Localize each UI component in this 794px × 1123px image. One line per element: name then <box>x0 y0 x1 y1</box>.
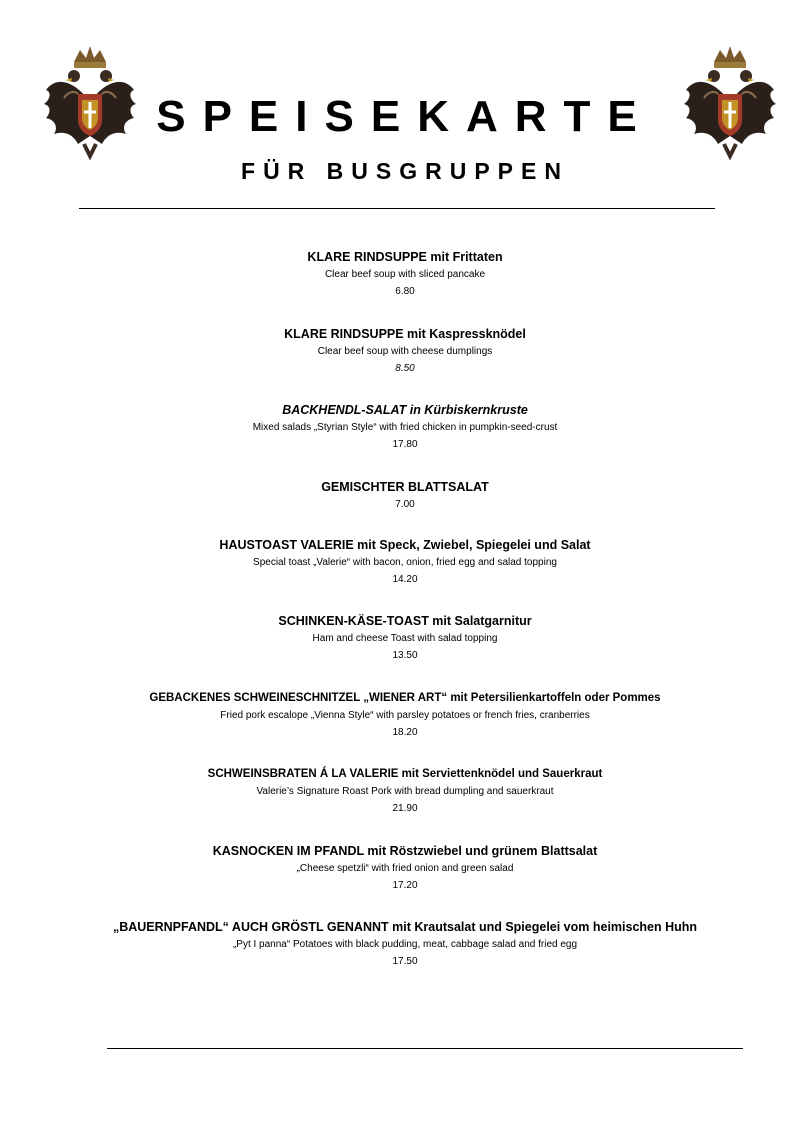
menu-item-name: GEMISCHTER BLATTSALAT <box>321 479 489 494</box>
double-headed-eagle-crest-icon <box>684 40 776 160</box>
menu-item-description: „Pyt I panna“ Potatoes with black pudding, meat, cabbage salad and fried egg <box>232 939 578 950</box>
menu-item-price: 21.90 <box>392 803 418 814</box>
menu-item-name: „BAUERNPFANDL“ AUCH GRÖSTL GENANNT mit Krautsalat und Spiegelei vom heimischen Huhn <box>112 920 698 934</box>
menu-item <box>60 612 750 689</box>
menu-item <box>60 536 750 613</box>
menu-list <box>60 248 750 995</box>
menu-item <box>60 478 750 536</box>
menu-item-price: 8.50 <box>395 362 415 374</box>
menu-item-description: Ham and cheese Toast with salad topping <box>312 633 498 644</box>
menu-item <box>60 325 750 402</box>
menu-item <box>60 842 750 919</box>
menu-item-name: SCHINKEN-KÄSE-TOAST mit Salatgarnitur <box>278 614 532 628</box>
page-title: SPEISEKARTE <box>156 92 654 141</box>
menu-item-name: SCHWEINSBRATEN Á LA VALERIE mit Serviettenknödel und Sauerkraut <box>207 768 603 780</box>
menu-item-name: KLARE RINDSUPPE mit Frittaten <box>307 250 503 264</box>
menu-item-name: KASNOCKEN IM PFANDL mit Röstzwiebel und grünem Blattsalat <box>212 843 598 858</box>
menu-item-description: Fried pork escalope „Vienna Style“ with parsley potatoes or french fries, cranberries <box>220 709 590 721</box>
menu-item-price: 17.20 <box>392 879 418 891</box>
menu-item-price: 14.20 <box>392 573 418 585</box>
menu-item <box>60 918 750 995</box>
menu-item-price: 13.50 <box>392 650 418 661</box>
menu-item <box>60 689 750 766</box>
menu-item-description: Valerie’s Signature Roast Pork with bread dumpling and sauerkraut <box>256 786 554 797</box>
bottom-divider <box>107 1048 743 1049</box>
menu-item-name: HAUSTOAST VALERIE mit Speck, Zwiebel, Spiegelei und Salat <box>219 537 591 552</box>
menu-item-description: Mixed salads „Styrian Style“ with fried chicken in pumpkin-seed-crust <box>252 422 558 433</box>
menu-item-description: Clear beef soup with sliced pancake <box>324 269 486 280</box>
double-headed-eagle-crest-icon <box>44 40 136 160</box>
menu-item-price: 18.20 <box>392 726 418 738</box>
menu-item-price: 6.80 <box>395 286 415 297</box>
menu-item-description: Special toast „Valerie“ with bacon, onion, fried egg and salad topping <box>253 556 557 568</box>
page-subtitle: FÜR BUSGRUPPEN <box>241 158 569 184</box>
menu-item-price: 17.50 <box>392 956 418 967</box>
top-divider <box>79 208 715 209</box>
menu-item-name: KLARE RINDSUPPE mit Kaspressknödel <box>284 326 526 341</box>
menu-item-name: GEBACKENES SCHWEINESCHNITZEL „WIENER ART“ mit Petersilienkartoffeln oder Pommes <box>149 691 661 704</box>
menu-item-description: Clear beef soup with cheese dumplings <box>317 345 493 357</box>
menu-item <box>60 248 750 325</box>
menu-item-name: BACKHENDL-SALAT in Kürbiskernkruste <box>282 403 528 417</box>
menu-item <box>60 401 750 478</box>
menu-item <box>60 765 750 842</box>
menu-item-description: „Cheese spetzli“ with fried onion and green salad <box>296 862 514 874</box>
menu-item-price: 17.80 <box>392 439 418 450</box>
menu-item-price: 7.00 <box>395 498 415 510</box>
